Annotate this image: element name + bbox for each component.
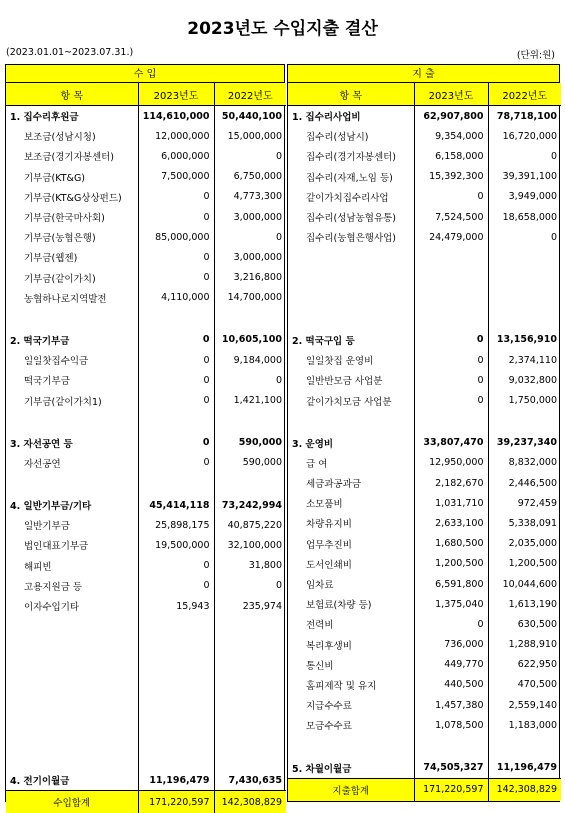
row-label: 같이가치모금 사업분 xyxy=(306,396,392,408)
row-label: 업무추진비 xyxy=(306,539,352,551)
value-2023 xyxy=(414,268,488,288)
value-2022: 3,000,000 xyxy=(214,207,286,227)
value-2022: 3,949,000 xyxy=(488,187,561,207)
spacer-cell xyxy=(6,473,138,495)
row-label: 차량유지비 xyxy=(306,519,352,531)
value-2022: 13,156,910 xyxy=(488,330,561,350)
value-2022: 972,459 xyxy=(488,493,561,513)
row-label: 3. 운영비 xyxy=(292,438,334,450)
table-row xyxy=(288,227,561,247)
spacer-cell xyxy=(288,411,414,433)
category-row xyxy=(288,433,561,453)
value-2022: 5,338,091 xyxy=(488,513,561,533)
spacer-row xyxy=(6,308,286,330)
column-header-item: 항 목 xyxy=(6,83,138,106)
table-row xyxy=(6,576,286,596)
value-2022: 40,875,220 xyxy=(214,515,286,535)
table-row xyxy=(6,596,286,616)
row-label: 5. 차월이월금 xyxy=(292,763,352,775)
table-row xyxy=(288,350,561,370)
spacer-cell xyxy=(488,308,561,330)
row-label: 도서인쇄비 xyxy=(306,559,352,571)
value-2022: 0 xyxy=(214,146,286,166)
value-2023: 1,375,040 xyxy=(414,594,488,614)
table-row xyxy=(6,370,286,390)
table-row xyxy=(288,493,561,513)
value-2023: 9,354,000 xyxy=(414,126,488,146)
value-2022: 32,100,000 xyxy=(214,535,286,555)
value-2023: 449,770 xyxy=(414,655,488,675)
value-2022: 1,200,500 xyxy=(488,554,561,574)
row-label: 복리후생비 xyxy=(306,640,352,652)
value-2023: 0 xyxy=(138,350,214,370)
spacer-cell xyxy=(214,308,286,330)
total-2023: 171,220,597 xyxy=(414,778,488,801)
value-2023: 62,907,800 xyxy=(414,106,488,127)
row-label: 3. 자선공연 등 xyxy=(10,438,73,450)
value-2022: 1,288,910 xyxy=(488,635,561,655)
table-row xyxy=(6,268,286,288)
spacer-cell xyxy=(488,411,561,433)
row-label: 기부금(같이가치) xyxy=(24,273,96,285)
row-label xyxy=(288,288,414,308)
value-2023: 6,000,000 xyxy=(138,146,214,166)
spacer-cell xyxy=(214,660,286,682)
row-label: 임차료 xyxy=(306,580,334,592)
spacer-row xyxy=(6,682,286,704)
value-2022: 0 xyxy=(214,227,286,247)
value-2022: 2,035,000 xyxy=(488,534,561,554)
value-2022: 2,446,500 xyxy=(488,473,561,493)
value-2023: 0 xyxy=(138,556,214,576)
spacer-cell xyxy=(6,748,138,770)
table-row xyxy=(6,350,286,370)
value-2023: 12,950,000 xyxy=(414,453,488,473)
value-2022: 15,000,000 xyxy=(214,126,286,146)
spacer-cell xyxy=(138,616,214,638)
row-label: 기부금(KT&G상상펀드) xyxy=(24,192,122,204)
income-header-row xyxy=(6,83,286,106)
row-label: 1. 집수리후원금 xyxy=(10,112,79,124)
value-2022: 6,750,000 xyxy=(214,167,286,187)
total-row xyxy=(288,778,561,801)
value-2023: 0 xyxy=(414,614,488,634)
value-2022: 31,800 xyxy=(214,556,286,576)
value-2023: 1,031,710 xyxy=(414,493,488,513)
table-row xyxy=(288,655,561,675)
table-row xyxy=(288,695,561,715)
row-label: 집수리(성남시) xyxy=(306,132,369,144)
total-label: 수입합계 xyxy=(6,791,138,813)
value-2022: 590,000 xyxy=(214,453,286,473)
row-label: 일반반모금 사업분 xyxy=(306,376,383,388)
table-row xyxy=(6,515,286,535)
table-row xyxy=(288,715,561,735)
spacer-cell xyxy=(6,726,138,748)
table-row xyxy=(288,146,561,166)
value-2022 xyxy=(488,288,561,308)
spacer-cell xyxy=(214,726,286,748)
spacer-cell xyxy=(414,411,488,433)
row-label: 소모품비 xyxy=(306,499,343,511)
table-row xyxy=(288,574,561,594)
table-row xyxy=(288,554,561,574)
table-row xyxy=(288,390,561,410)
value-2023: 0 xyxy=(138,207,214,227)
value-2022: 11,196,479 xyxy=(488,757,561,778)
spacer-cell xyxy=(6,411,138,433)
value-2022: 1,421,100 xyxy=(214,390,286,410)
value-2022: 470,500 xyxy=(488,675,561,695)
row-label: 일반기부금 xyxy=(24,521,70,533)
spacer-cell xyxy=(214,682,286,704)
value-2022: 78,718,100 xyxy=(488,106,561,127)
spacer-row xyxy=(6,411,286,433)
spacer-cell xyxy=(138,748,214,770)
row-label: 같이가치집수리사업 xyxy=(306,192,389,204)
spacer-row xyxy=(6,473,286,495)
value-2023: 114,610,000 xyxy=(138,106,214,127)
spacer-cell xyxy=(214,616,286,638)
spacer-cell xyxy=(214,473,286,495)
value-2022: 39,391,100 xyxy=(488,167,561,187)
value-2023: 0 xyxy=(138,330,214,350)
income-section-header: 수 입 xyxy=(6,65,284,83)
value-2022: 1,613,190 xyxy=(488,594,561,614)
value-2022: 73,242,994 xyxy=(214,495,286,515)
value-2023: 0 xyxy=(138,390,214,410)
value-2023: 0 xyxy=(138,187,214,207)
expense-header-row xyxy=(288,83,561,106)
total-2022: 142,308,829 xyxy=(488,778,561,801)
table-row xyxy=(6,227,286,247)
table-row xyxy=(288,534,561,554)
row-label: 2. 떡국구입 등 xyxy=(292,335,355,347)
value-2022 xyxy=(488,268,561,288)
value-2022: 18,658,000 xyxy=(488,207,561,227)
value-2023: 33,807,470 xyxy=(414,433,488,453)
value-2022: 16,720,000 xyxy=(488,126,561,146)
spacer-cell xyxy=(214,638,286,660)
spacer-row xyxy=(6,704,286,726)
value-2022: 14,700,000 xyxy=(214,288,286,308)
table-row xyxy=(6,288,286,308)
table-row xyxy=(6,167,286,187)
row-label: 이자수입기타 xyxy=(24,602,80,614)
row-label: 기부금(같이가치1) xyxy=(24,396,102,408)
expense-panel xyxy=(287,64,560,802)
value-2023: 0 xyxy=(414,330,488,350)
row-label: 법인대표기부금 xyxy=(24,541,89,553)
table-row xyxy=(288,247,561,267)
value-2023: 0 xyxy=(138,433,214,453)
total-2023: 171,220,597 xyxy=(138,791,214,813)
category-row xyxy=(288,106,561,127)
table-row xyxy=(288,513,561,533)
value-2023: 6,591,800 xyxy=(414,574,488,594)
value-2022: 2,559,140 xyxy=(488,695,561,715)
spacer-cell xyxy=(138,638,214,660)
category-row xyxy=(6,330,286,350)
value-2022: 1,183,000 xyxy=(488,715,561,735)
table-row xyxy=(6,146,286,166)
value-2022: 0 xyxy=(214,370,286,390)
table-row xyxy=(6,207,286,227)
value-2023: 2,633,100 xyxy=(414,513,488,533)
column-header-2022: 2022년도 xyxy=(214,83,286,106)
spacer-cell xyxy=(288,735,414,757)
value-2022: 4,773,300 xyxy=(214,187,286,207)
table-row xyxy=(288,187,561,207)
table-row xyxy=(288,675,561,695)
value-2023: 1,078,500 xyxy=(414,715,488,735)
row-label: 홈피제작 및 유지 xyxy=(306,680,377,692)
spacer-cell xyxy=(138,726,214,748)
income-table xyxy=(6,83,286,813)
row-label: 기부금(농협은행) xyxy=(24,233,96,245)
value-2023: 74,505,327 xyxy=(414,757,488,778)
value-2023: 6,158,000 xyxy=(414,146,488,166)
column-header-2023: 2023년도 xyxy=(138,83,214,106)
value-2023: 0 xyxy=(138,453,214,473)
value-2023: 0 xyxy=(414,390,488,410)
table-row xyxy=(288,635,561,655)
row-label: 급 여 xyxy=(306,458,328,470)
column-header-item: 항 목 xyxy=(288,83,414,106)
row-label: 해피빈 xyxy=(24,561,52,573)
value-2022: 9,032,800 xyxy=(488,370,561,390)
spacer-cell xyxy=(138,704,214,726)
row-label: 보험료(차량 등) xyxy=(306,600,372,612)
row-label: 2. 떡국기부금 xyxy=(10,335,70,347)
total-2022: 142,308,829 xyxy=(214,791,286,813)
spacer-row xyxy=(6,638,286,660)
table-row xyxy=(6,556,286,576)
period-label: (2023.01.01~2023.07.31.) xyxy=(6,47,134,58)
table-row xyxy=(6,453,286,473)
value-2022: 3,000,000 xyxy=(214,247,286,267)
table-row xyxy=(288,126,561,146)
row-label xyxy=(288,247,414,267)
spacer-cell xyxy=(214,704,286,726)
table-row xyxy=(288,614,561,634)
row-label: 보조금(경기자봉센터) xyxy=(24,152,115,164)
value-2023: 736,000 xyxy=(414,635,488,655)
income-panel xyxy=(5,64,285,810)
spacer-cell xyxy=(138,473,214,495)
spacer-cell xyxy=(6,660,138,682)
expense-table xyxy=(288,83,561,801)
value-2023: 25,898,175 xyxy=(138,515,214,535)
row-label: 4. 일반기부금/기타 xyxy=(10,501,92,513)
row-label: 전력비 xyxy=(306,620,334,632)
row-label: 기부금(한국마사회) xyxy=(24,213,105,225)
value-2022: 9,184,000 xyxy=(214,350,286,370)
spacer-cell xyxy=(414,735,488,757)
spacer-row xyxy=(6,616,286,638)
table-row xyxy=(288,594,561,614)
value-2022: 235,974 xyxy=(214,596,286,616)
row-label: 집수리(경기자봉센터) xyxy=(306,152,397,164)
category-row xyxy=(6,433,286,453)
row-label: 떡국기부금 xyxy=(24,376,70,388)
value-2023: 19,500,000 xyxy=(138,535,214,555)
category-row xyxy=(288,757,561,778)
column-header-2023: 2023년도 xyxy=(414,83,488,106)
spacer-cell xyxy=(288,308,414,330)
value-2023: 440,500 xyxy=(414,675,488,695)
value-2022: 10,044,600 xyxy=(488,574,561,594)
row-label: 4. 전기이월금 xyxy=(10,776,70,788)
value-2022: 39,237,340 xyxy=(488,433,561,453)
value-2023: 2,182,670 xyxy=(414,473,488,493)
spacer-row xyxy=(288,411,561,433)
table-row xyxy=(288,167,561,187)
spacer-row xyxy=(6,726,286,748)
row-label: 집수리(성남농협유통) xyxy=(306,213,397,225)
row-label: 고용지원금 등 xyxy=(24,581,83,593)
table-row xyxy=(288,207,561,227)
row-label: 1. 집수리사업비 xyxy=(292,112,361,124)
table-row xyxy=(6,535,286,555)
spacer-cell xyxy=(214,748,286,770)
value-2023: 0 xyxy=(414,350,488,370)
value-2022: 1,750,000 xyxy=(488,390,561,410)
value-2023: 0 xyxy=(138,576,214,596)
spacer-row xyxy=(288,735,561,757)
value-2022: 630,500 xyxy=(488,614,561,634)
table-row xyxy=(6,247,286,267)
value-2023: 0 xyxy=(138,247,214,267)
table-row xyxy=(288,288,561,308)
value-2022: 50,440,100 xyxy=(214,106,286,127)
value-2023: 15,943 xyxy=(138,596,214,616)
spacer-cell xyxy=(214,411,286,433)
spacer-cell xyxy=(138,682,214,704)
table-row xyxy=(6,187,286,207)
value-2023: 7,500,000 xyxy=(138,167,214,187)
category-row xyxy=(288,330,561,350)
table-row xyxy=(288,453,561,473)
row-label: 자선공연 xyxy=(24,458,61,470)
value-2023: 15,392,300 xyxy=(414,167,488,187)
unit-label: (단위:원) xyxy=(516,50,555,61)
value-2023: 4,110,000 xyxy=(138,288,214,308)
spacer-cell xyxy=(138,660,214,682)
value-2022: 8,832,000 xyxy=(488,453,561,473)
category-row xyxy=(6,106,286,127)
value-2023 xyxy=(414,247,488,267)
value-2022: 0 xyxy=(488,146,561,166)
category-row xyxy=(6,770,286,791)
table-row xyxy=(6,126,286,146)
spacer-row xyxy=(6,748,286,770)
value-2023: 12,000,000 xyxy=(138,126,214,146)
value-2023: 24,479,000 xyxy=(414,227,488,247)
value-2023 xyxy=(414,288,488,308)
category-row xyxy=(6,495,286,515)
spacer-cell xyxy=(6,682,138,704)
value-2023: 45,414,118 xyxy=(138,495,214,515)
value-2022: 10,605,100 xyxy=(214,330,286,350)
table-row xyxy=(288,268,561,288)
row-label: 기부금(KT&G) xyxy=(24,172,86,184)
table-row xyxy=(288,370,561,390)
value-2022: 7,430,635 xyxy=(214,770,286,791)
value-2023: 1,200,500 xyxy=(414,554,488,574)
spacer-cell xyxy=(6,308,138,330)
value-2023: 1,680,500 xyxy=(414,534,488,554)
value-2023: 0 xyxy=(138,370,214,390)
value-2023: 11,196,479 xyxy=(138,770,214,791)
row-label: 보조금(성남시청) xyxy=(24,132,96,144)
row-label: 집수리(자재,노임 등) xyxy=(306,172,393,184)
value-2023: 0 xyxy=(138,268,214,288)
spacer-cell xyxy=(6,704,138,726)
page-title: 2023년도 수입지출 결산 xyxy=(187,19,378,39)
row-label: 통신비 xyxy=(306,660,334,672)
table-row xyxy=(6,390,286,410)
value-2022: 2,374,110 xyxy=(488,350,561,370)
table-row xyxy=(288,473,561,493)
spacer-cell xyxy=(6,616,138,638)
spacer-cell xyxy=(414,308,488,330)
spacer-cell xyxy=(488,735,561,757)
value-2022: 590,000 xyxy=(214,433,286,453)
row-label: 모금수수료 xyxy=(306,721,352,733)
row-label: 농협하나로지역발전 xyxy=(24,293,107,305)
value-2023: 85,000,000 xyxy=(138,227,214,247)
row-label: 집수리(농협은행사업) xyxy=(306,233,397,245)
value-2022: 0 xyxy=(214,576,286,596)
spacer-cell xyxy=(138,308,214,330)
value-2023: 0 xyxy=(414,370,488,390)
row-label: 일일찻집수익금 xyxy=(24,356,89,368)
total-label: 지출합계 xyxy=(288,778,414,801)
row-label: 기부금(웹젠) xyxy=(24,253,78,265)
expense-section-header: 지 출 xyxy=(288,65,559,83)
value-2022: 0 xyxy=(488,227,561,247)
value-2022: 3,216,800 xyxy=(214,268,286,288)
spacer-row xyxy=(6,660,286,682)
total-row xyxy=(6,791,286,813)
row-label xyxy=(288,268,414,288)
column-header-2022: 2022년도 xyxy=(488,83,561,106)
row-label: 세금과공과금 xyxy=(306,479,362,491)
value-2023: 7,524,500 xyxy=(414,207,488,227)
value-2022 xyxy=(488,247,561,267)
spacer-cell xyxy=(6,638,138,660)
row-label: 일일찻집 운영비 xyxy=(306,356,374,368)
value-2022: 622,950 xyxy=(488,655,561,675)
value-2023: 0 xyxy=(414,187,488,207)
row-label: 지급수수료 xyxy=(306,701,352,713)
value-2023: 1,457,380 xyxy=(414,695,488,715)
spacer-cell xyxy=(138,411,214,433)
spacer-row xyxy=(288,308,561,330)
